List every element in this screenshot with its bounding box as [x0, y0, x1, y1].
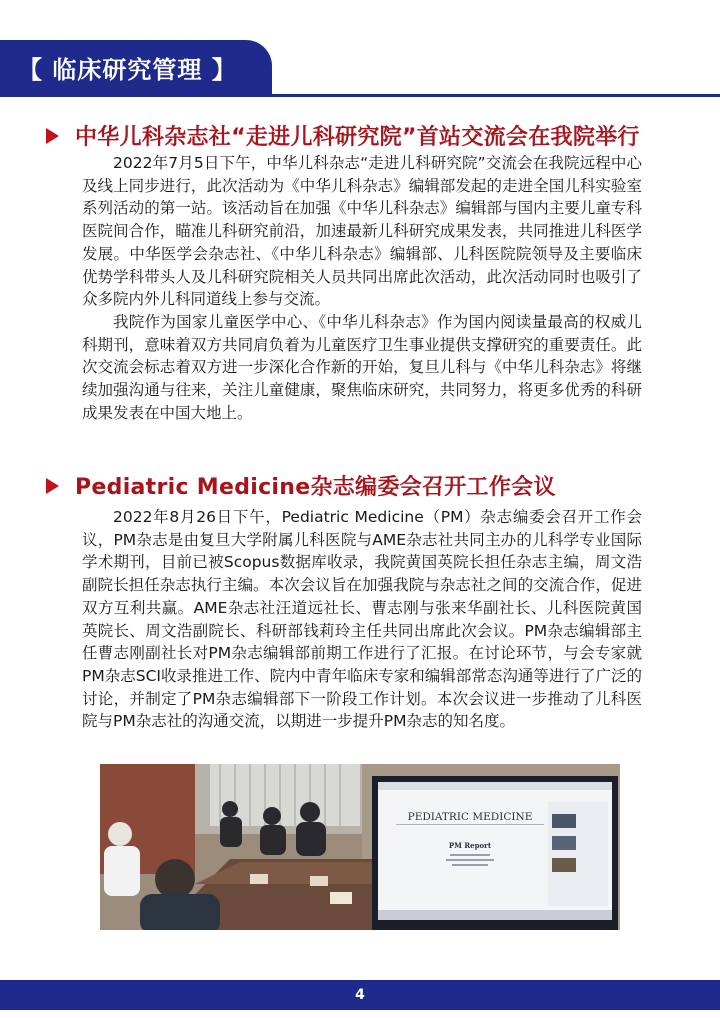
- article-2-paragraph-1: 2022年8月26日下午，Pediatric Medicine（PM）杂志编委会召开工作会议，PM杂志是由复旦大学附属儿科医院与AME杂志社共同主办的儿科学专业国际学术期刊，目前已被Scopus数据库收录，我院黄国英院长担任杂志主编，周文浩副院长担任杂志执行主编。本次会议旨在加强我院与杂志社之间的交流合作，促进双方互利共赢。AME杂志社汪道远社长、曹志刚与张来华副社长、儿科医院黄国英院长、周文浩副院长、科研部钱莉玲主任共同出席此次会议。PM杂志编辑部主任曹志刚副社长对PM杂志编辑部前期工作进行了汇报。在讨论环节，与会专家就PM杂志SCI收录推进工作、院内中青年临床专家和编辑部常态沟通等进行了广泛的讨论，并制定了PM杂志编辑部下一阶段工作计划。本次会议进一步推动了儿科医院与PM杂志社的沟通交流，以期进一步提升PM杂志的知名度。: [82, 508, 642, 731]
- article-2-body: [82, 506, 642, 733]
- meeting-photo: [100, 764, 620, 930]
- article-1-paragraph-2: 我院作为国家儿童医学中心、《中华儿科杂志》作为国内阅读量最高的权威儿科期刊，意味着双方共同肩负着为儿童医疗卫生事业提供支撑研究的重要责任。此次交流会标志着双方进一步深化合作新的开始，复旦儿科与《中华儿科杂志》将继续加强沟通与往来，关注儿童健康，聚焦临床研究，共同努力，将更多优秀的科研成果发表在中国大地上。: [82, 312, 642, 422]
- article-1-body: [82, 152, 642, 424]
- article-1-heading: [46, 120, 640, 151]
- screen-title: PEDIATRIC MEDICINE: [407, 811, 533, 823]
- screen-subtitle: PM Report: [448, 841, 492, 850]
- article-2-heading: [46, 470, 556, 501]
- article-1-title: 中华儿科杂志社“走进儿科研究院”首站交流会在我院举行: [75, 125, 640, 150]
- section-title: 【 临床研究管理 】: [18, 55, 237, 84]
- article-1-paragraph-1: 2022年7月5日下午，中华儿科杂志“走进儿科研究院”交流会在我院远程中心及线上同步进行，此次活动为《中华儿科杂志》编辑部发起的走进全国儿科实验室系列活动的第一站。该活动旨在加强《中华儿科杂志》编辑部与国内主要儿童专科医院间合作，瞄准儿科研究前沿，加速最新儿科研究成果发表，共同推进儿科医学发展。中华医学会杂志社、《中华儿科杂志》编辑部、儿科医院院领导及主要临床优势学科带头人及儿科研究院相关人员共同出席此次活动，此次活动同时也吸引了众多院内外儿科同道线上参与交流。: [82, 154, 642, 309]
- footer-bar: [0, 980, 720, 1010]
- triangle-bullet-icon: [46, 478, 59, 494]
- section-divider: [0, 94, 720, 97]
- page-number: 4: [355, 987, 365, 1003]
- section-header-tab: [0, 40, 272, 94]
- triangle-bullet-icon: [46, 128, 59, 144]
- article-2-title: Pediatric Medicine杂志编委会召开工作会议: [75, 475, 556, 500]
